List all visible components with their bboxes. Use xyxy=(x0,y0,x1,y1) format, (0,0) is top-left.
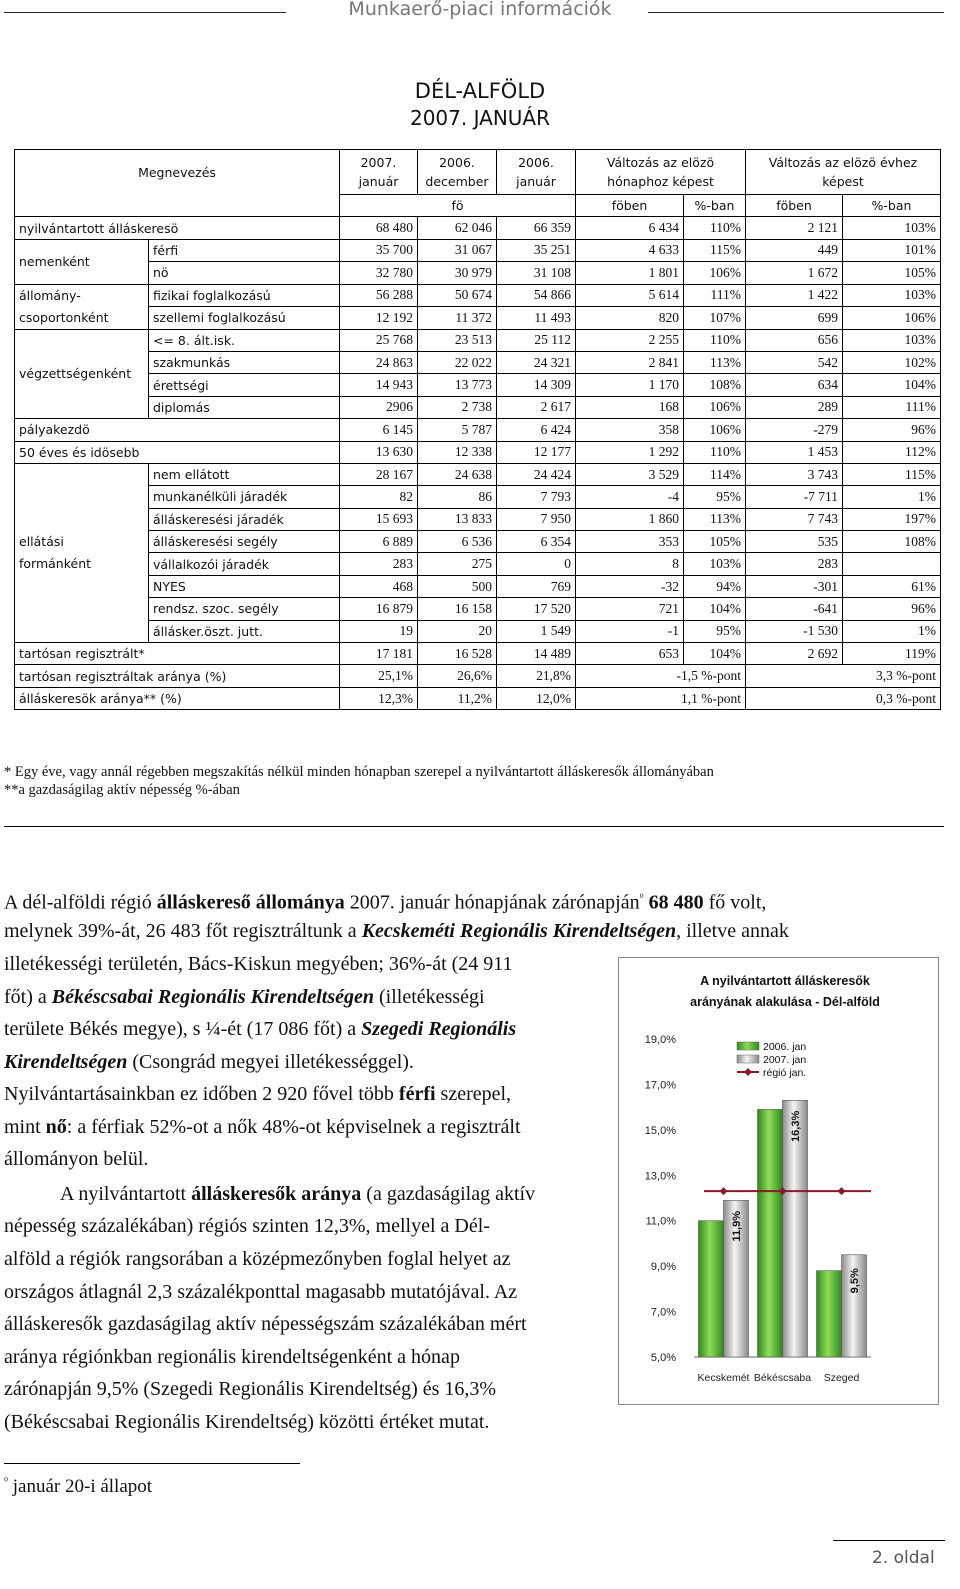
table-cell: 12 338 xyxy=(418,441,497,463)
text-line: illetékességi területén, Bács-Kiskun megyében; 36%-át (24 911 xyxy=(4,953,513,975)
table-cell: 1 453 xyxy=(746,441,843,463)
row-label: 50 éves és idösebb xyxy=(15,441,340,463)
table-cell: 6 424 xyxy=(497,419,576,441)
table-cell: 17 520 xyxy=(497,598,576,620)
row-label: érettségi xyxy=(149,374,340,396)
table-cell: 2906 xyxy=(340,396,418,418)
table-cell: 103% xyxy=(843,284,941,307)
table-cell: 111% xyxy=(684,284,746,307)
table-cell: 1 860 xyxy=(576,508,684,530)
table-cell: 30 979 xyxy=(418,262,497,284)
y-tick-label: 19,0% xyxy=(644,1034,676,1046)
table-cell: 31 067 xyxy=(418,239,497,261)
table-cell: 106% xyxy=(684,262,746,284)
table-cell: 6 889 xyxy=(340,531,418,553)
table-cell: 6 434 xyxy=(576,217,684,239)
table-row xyxy=(15,351,941,373)
text-line: álláskeresők gazdaságilag aktív népességszám százalékában mért xyxy=(4,1313,527,1335)
table-cell: 24 321 xyxy=(497,351,576,373)
table-cell: 112% xyxy=(843,441,941,463)
x-category-label: Kecskemét xyxy=(697,1372,750,1384)
table-cell: 2 255 xyxy=(576,329,684,351)
table-cell: 13 630 xyxy=(340,441,418,463)
text-line: A nyilvántartott álláskeresők aránya (a gazdaságilag aktív xyxy=(60,1183,536,1205)
table-cell: 61% xyxy=(843,575,941,597)
table-row xyxy=(15,553,941,575)
table-row xyxy=(15,419,941,441)
table-cell: 119% xyxy=(843,643,941,665)
table-cell: 35 251 xyxy=(497,239,576,261)
region-line-marker xyxy=(720,1187,728,1195)
unit-pct-year: %-ban xyxy=(843,195,941,217)
table-cell: 114% xyxy=(684,463,746,485)
table-cell: 769 xyxy=(497,575,576,597)
text-line: Kirendeltségen (Csongrád megyei illetékességgel). xyxy=(4,1051,414,1073)
table-cell: 105% xyxy=(684,531,746,553)
table-cell: 22 022 xyxy=(418,351,497,373)
table-cell: 113% xyxy=(684,508,746,530)
table-cell: 23 513 xyxy=(418,329,497,351)
footnote: $^{^0}$ január 20-i állapot xyxy=(4,1476,153,1497)
table-cell: 24 638 xyxy=(418,463,497,485)
row-label: diplomás xyxy=(149,396,340,418)
unit-pct-month: %-ban xyxy=(684,195,746,217)
table-row xyxy=(15,620,941,642)
table-cell: 8 xyxy=(576,553,684,575)
table-cell: 106% xyxy=(684,419,746,441)
table-cell: 197% xyxy=(843,508,941,530)
text-line: zárónapján 9,5% (Szegedi Regionális Kirendeltség) és 16,3% xyxy=(4,1378,497,1400)
jobseeker-ratio-chart xyxy=(618,957,939,1405)
unit-fo: fö xyxy=(340,195,576,217)
y-tick-label: 11,0% xyxy=(645,1215,676,1228)
table-cell: 1 292 xyxy=(576,441,684,463)
note-active-population: **a gazdaságilag aktív népesség %-ában xyxy=(4,782,240,798)
table-cell: -7 711 xyxy=(746,486,843,508)
table-cell: 11 493 xyxy=(497,307,576,330)
text-line: mint nő: a férfiak 52%-ot a nők 48%-ot képviselnek a regisztrált xyxy=(4,1116,521,1138)
footnote-rule xyxy=(4,1463,300,1464)
table-cell: 115% xyxy=(843,463,941,485)
table-cell: 25 768 xyxy=(340,329,418,351)
x-category-label: Szeged xyxy=(823,1372,860,1384)
table-cell: 28 167 xyxy=(340,463,418,485)
group-label-text: csoportonként xyxy=(19,309,109,325)
row-label: NYES xyxy=(149,575,340,597)
table-cell: 3 529 xyxy=(576,463,684,485)
table-cell: 15 693 xyxy=(340,508,418,530)
table-cell: 13 773 xyxy=(418,374,497,396)
table-cell: -1,5 %-pont xyxy=(576,665,746,687)
table-row xyxy=(15,687,941,709)
table-cell: 25,1% xyxy=(340,665,418,687)
bar-value-label: 16,3% xyxy=(790,1110,802,1142)
unit-foben-month: föben xyxy=(576,195,684,217)
table-cell: 103% xyxy=(843,329,941,351)
table-cell: 353 xyxy=(576,531,684,553)
row-group-label xyxy=(15,329,149,419)
row-label: <= 8. ált.isk. xyxy=(149,329,340,351)
table-cell: 6 354 xyxy=(497,531,576,553)
text-line: A dél-alföldi régió álláskereső állománya 2007. január hónapjának zárónapján$^{^0}$ 68 480 fő volt, xyxy=(4,891,767,914)
table-cell: 56 288 xyxy=(340,284,418,307)
table-cell: 2 617 xyxy=(497,396,576,418)
table-cell: 634 xyxy=(746,374,843,396)
table-cell: 106% xyxy=(843,307,941,330)
table-cell: 16 879 xyxy=(340,598,418,620)
table-cell: -1 xyxy=(576,620,684,642)
table-row xyxy=(15,239,941,261)
table-cell: 3 743 xyxy=(746,463,843,485)
table-cell: 4 633 xyxy=(576,239,684,261)
table-cell: 1,1 %-pont xyxy=(576,687,746,709)
row-label: tartósan regisztrált* xyxy=(15,643,340,665)
table-cell: 289 xyxy=(746,396,843,418)
table-cell: 111% xyxy=(843,396,941,418)
table-cell: 2 841 xyxy=(576,351,684,373)
table-cell: 103% xyxy=(843,217,941,239)
table-unit-row xyxy=(15,195,941,217)
table-cell: 820 xyxy=(576,307,684,330)
table-cell: 1 422 xyxy=(746,284,843,307)
row-label: szakmunkás xyxy=(149,351,340,373)
table-cell: 25 112 xyxy=(497,329,576,351)
table-row xyxy=(15,262,941,284)
note-long-term: * Egy éve, vagy annál régebben megszakítás nélkül minden hónapban szerepel a nyilvántartott álláskeresők állományában xyxy=(4,764,714,780)
row-label: vállalkozói járadék xyxy=(149,553,340,575)
table-cell: 31 108 xyxy=(497,262,576,284)
y-tick-label: 9,0% xyxy=(650,1261,676,1274)
table-cell: 1 801 xyxy=(576,262,684,284)
table-cell: 104% xyxy=(684,598,746,620)
unit-foben-year: föben xyxy=(746,195,843,217)
table-cell: 105% xyxy=(843,262,941,284)
text-line: területe Békés megye), s ¼-ét (17 086 főt) a Szegedi Regionális xyxy=(4,1018,517,1040)
group-label-text: formánként xyxy=(19,555,92,571)
region-heading xyxy=(0,78,960,132)
table-cell: 0,3 %-pont xyxy=(746,687,941,709)
table-cell: 1 170 xyxy=(576,374,684,396)
col-header-2006-jan: 2006. január xyxy=(497,150,576,195)
table-cell: 1 672 xyxy=(746,262,843,284)
table-cell: 1 549 xyxy=(497,620,576,642)
table-cell: 86 xyxy=(418,486,497,508)
table-cell: 95% xyxy=(684,486,746,508)
table-cell: 106% xyxy=(684,396,746,418)
table-cell: 5 787 xyxy=(418,419,497,441)
table-cell: 6 536 xyxy=(418,531,497,553)
table-cell: 107% xyxy=(684,307,746,330)
table-row xyxy=(15,665,941,687)
table-cell: 113% xyxy=(684,351,746,373)
row-label: tartósan regisztráltak aránya (%) xyxy=(15,665,340,687)
table-cell: 94% xyxy=(684,575,746,597)
group-label-text: végzettségenként xyxy=(19,365,132,381)
y-tick-label: 17,0% xyxy=(644,1079,676,1092)
chart-title: A nyilvántartott álláskeresők xyxy=(700,974,870,988)
table-cell: 17 181 xyxy=(340,643,418,665)
table-cell: 11 372 xyxy=(418,307,497,330)
bar-2006-jan xyxy=(817,1271,842,1357)
table-cell: 449 xyxy=(746,239,843,261)
table-cell: 108% xyxy=(843,531,941,553)
row-label: munkanélküli járadék xyxy=(149,486,340,508)
text-line: aránya régiónkban regionális kirendeltségenként a hónap xyxy=(4,1346,460,1368)
table-row xyxy=(15,463,941,485)
table-cell: 16 158 xyxy=(418,598,497,620)
table-row xyxy=(15,307,941,330)
table-cell: 7 950 xyxy=(497,508,576,530)
row-label: szellemi foglalkozású xyxy=(149,307,340,330)
table-cell: 2 121 xyxy=(746,217,843,239)
group-label-text: ellátási xyxy=(19,533,64,549)
chart-svg xyxy=(619,958,938,1404)
table-cell: 35 700 xyxy=(340,239,418,261)
table-cell: 110% xyxy=(684,329,746,351)
table-row xyxy=(15,508,941,530)
bar-2006-jan xyxy=(699,1221,724,1357)
col-header-2006-dec: 2006. december xyxy=(418,150,497,195)
table-cell: 108% xyxy=(684,374,746,396)
table-cell: 14 943 xyxy=(340,374,418,396)
statistics-table xyxy=(14,149,941,710)
table-row xyxy=(15,217,941,239)
table-cell: 542 xyxy=(746,351,843,373)
table-cell: 2 738 xyxy=(418,396,497,418)
table-cell: 50 674 xyxy=(418,284,497,307)
row-label: nyilvántartott álláskeresö xyxy=(15,217,340,239)
col-header-2007-jan: 2007. január xyxy=(340,150,418,195)
table-cell: 0 xyxy=(497,553,576,575)
table-cell: 21,8% xyxy=(497,665,576,687)
table-header-row xyxy=(15,150,941,195)
legend-label: 2007. jan xyxy=(763,1054,807,1066)
table-cell: 68 480 xyxy=(340,217,418,239)
legend-swatch xyxy=(737,1055,759,1063)
table-cell: 699 xyxy=(746,307,843,330)
table-cell: 95% xyxy=(684,620,746,642)
bar-2006-jan xyxy=(758,1109,783,1357)
table-cell: 101% xyxy=(843,239,941,261)
table-cell: 19 xyxy=(340,620,418,642)
bar-value-label: 11,9% xyxy=(731,1210,743,1242)
table-cell: 5 614 xyxy=(576,284,684,307)
table-cell: 14 309 xyxy=(497,374,576,396)
table-cell: 66 359 xyxy=(497,217,576,239)
table-cell: 7 743 xyxy=(746,508,843,530)
row-group-label xyxy=(15,463,149,642)
page-number: 2. oldal xyxy=(872,1548,935,1568)
table-cell: 110% xyxy=(684,217,746,239)
header-rule-right xyxy=(648,12,944,13)
y-tick-label: 13,0% xyxy=(644,1170,676,1183)
table-cell: 103% xyxy=(684,553,746,575)
table-cell: 535 xyxy=(746,531,843,553)
table-row xyxy=(15,643,941,665)
region-period: 2007. JANUÁR xyxy=(409,106,551,130)
section-rule xyxy=(4,826,944,827)
region-title: DÉL-ALFÖLD xyxy=(414,79,546,103)
table-cell: 283 xyxy=(340,553,418,575)
header-title: Munkaerő-piaci információk xyxy=(348,0,612,20)
table-cell: 168 xyxy=(576,396,684,418)
table-row xyxy=(15,396,941,418)
running-header xyxy=(0,0,960,26)
text-line: melynek 39%-át, 26 483 főt regisztráltunk a Kecskeméti Regionális Kirendeltségen, illetve annak xyxy=(4,920,789,942)
table-cell: 1% xyxy=(843,486,941,508)
text-line: állományon belül. xyxy=(4,1148,149,1170)
row-label: nem ellátott xyxy=(149,463,340,485)
text-line: országos átlagnál 2,3 százalékponttal magasabb mutatójával. Az xyxy=(4,1281,518,1303)
table-cell: 104% xyxy=(843,374,941,396)
page-rule xyxy=(833,1540,945,1541)
x-category-label: Békéscsaba xyxy=(753,1372,812,1384)
table-cell: -4 xyxy=(576,486,684,508)
row-label: férfi xyxy=(149,239,340,261)
table-cell: 653 xyxy=(576,643,684,665)
table-row xyxy=(15,441,941,463)
y-tick-label: 15,0% xyxy=(644,1124,676,1137)
table-cell: 500 xyxy=(418,575,497,597)
row-label: álláskeresési segély xyxy=(149,531,340,553)
col-header-month-change: Változás az elözö hónaphoz képest xyxy=(576,150,746,195)
table-cell: 24 863 xyxy=(340,351,418,373)
table-cell: 12,3% xyxy=(340,687,418,709)
table-cell: 82 xyxy=(340,486,418,508)
table-cell: 26,6% xyxy=(418,665,497,687)
table-cell: 96% xyxy=(843,598,941,620)
table-cell: 358 xyxy=(576,419,684,441)
table-cell: 468 xyxy=(340,575,418,597)
table-cell: 24 424 xyxy=(497,463,576,485)
table-cell xyxy=(843,553,941,575)
table-cell: 721 xyxy=(576,598,684,620)
group-label-text: nemenként xyxy=(19,253,90,269)
table-row xyxy=(15,575,941,597)
row-label: álláskeresési járadék xyxy=(149,508,340,530)
row-label: pályakezdö xyxy=(15,419,340,441)
table-cell: 54 866 xyxy=(497,284,576,307)
table-cell: 32 780 xyxy=(340,262,418,284)
row-label: nö xyxy=(149,262,340,284)
row-label: állásker.öszt. jutt. xyxy=(149,620,340,642)
text-line: alföld a régiók rangsorában a középmezőnyben foglal helyet az xyxy=(4,1248,511,1270)
table-cell: 96% xyxy=(843,419,941,441)
group-label-text: állomány- xyxy=(19,287,81,303)
row-group-label xyxy=(15,284,149,329)
table-cell: 12 177 xyxy=(497,441,576,463)
table-cell: 275 xyxy=(418,553,497,575)
table-cell: -1 530 xyxy=(746,620,843,642)
table-cell: 6 145 xyxy=(340,419,418,441)
table-row xyxy=(15,598,941,620)
table-cell: 102% xyxy=(843,351,941,373)
region-line-marker xyxy=(838,1187,846,1195)
table-cell: 20 xyxy=(418,620,497,642)
table-cell: 283 xyxy=(746,553,843,575)
y-tick-label: 7,0% xyxy=(650,1306,676,1319)
row-group-label xyxy=(15,239,149,284)
col-header-name: Megnevezés xyxy=(15,150,340,195)
table-row xyxy=(15,374,941,396)
table-cell: -301 xyxy=(746,575,843,597)
y-tick-label: 5,0% xyxy=(650,1352,676,1364)
table-cell: 12,0% xyxy=(497,687,576,709)
text-line: (Békéscsabai Regionális Kirendeltség) közötti értéket mutat. xyxy=(4,1411,490,1433)
table-cell: 104% xyxy=(684,643,746,665)
legend-swatch xyxy=(737,1042,759,1050)
chart-title: arányának alakulása - Dél-alföld xyxy=(690,995,880,1009)
col-header-year-change: Változás az elözö évhez képest xyxy=(746,150,941,195)
table-cell: 16 528 xyxy=(418,643,497,665)
table-row xyxy=(15,486,941,508)
table-row xyxy=(15,284,941,307)
table-cell: 2 692 xyxy=(746,643,843,665)
table-cell: 14 489 xyxy=(497,643,576,665)
legend-label: régió jan. xyxy=(763,1067,807,1079)
table-cell: 3,3 %-pont xyxy=(746,665,941,687)
unit-blank xyxy=(15,195,340,217)
bar-value-label: 9,5% xyxy=(849,1268,861,1294)
table-cell: -641 xyxy=(746,598,843,620)
row-label: fizikai foglalkozású xyxy=(149,284,340,307)
row-label: álláskeresök aránya** (%) xyxy=(15,687,340,709)
text-line: főt) a Békéscsabai Regionális Kirendeltségen (illetékességi xyxy=(4,986,485,1008)
table-cell: 656 xyxy=(746,329,843,351)
legend-label: 2006. jan xyxy=(763,1041,807,1053)
table-cell: 110% xyxy=(684,441,746,463)
table-cell: 11,2% xyxy=(418,687,497,709)
table-row xyxy=(15,531,941,553)
table-cell: 7 793 xyxy=(497,486,576,508)
table-cell: 1% xyxy=(843,620,941,642)
table-cell: 115% xyxy=(684,239,746,261)
table-row xyxy=(15,329,941,351)
table-cell: -279 xyxy=(746,419,843,441)
table-cell: 12 192 xyxy=(340,307,418,330)
table-notes xyxy=(4,763,714,799)
text-line: Nyilvántartásainkban ez időben 2 920 fővel több férfi szerepel, xyxy=(4,1083,512,1105)
text-line: népesség százalékában) régiós szinten 12,3%, mellyel a Dél- xyxy=(4,1215,490,1237)
table-cell: 13 833 xyxy=(418,508,497,530)
table-cell: -32 xyxy=(576,575,684,597)
row-label: rendsz. szoc. segély xyxy=(149,598,340,620)
legend-line-marker xyxy=(744,1068,752,1076)
table-cell: 62 046 xyxy=(418,217,497,239)
